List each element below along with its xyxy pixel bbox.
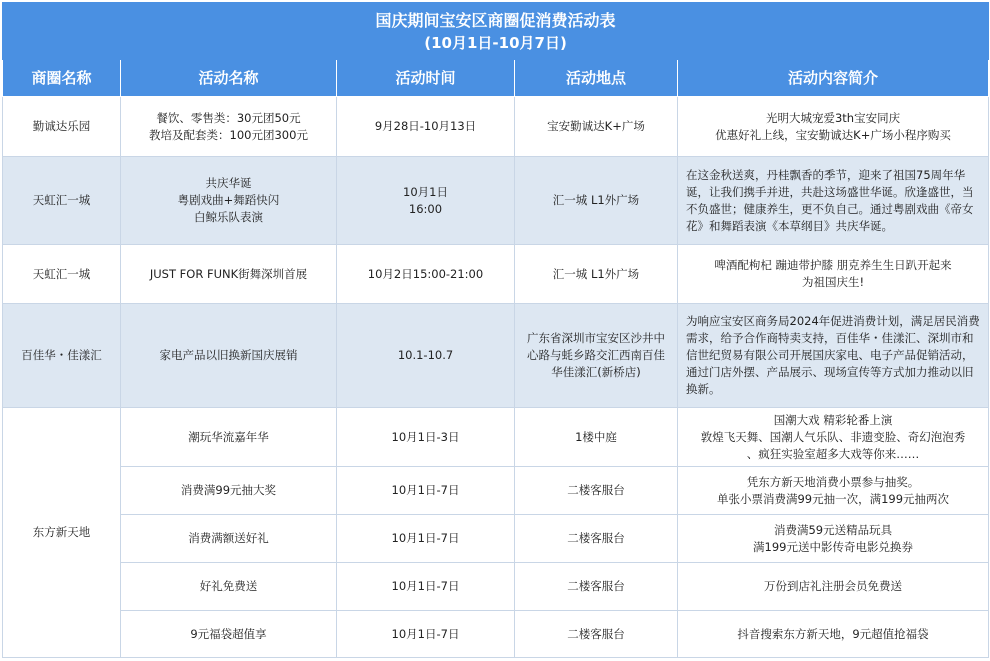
content-line: 、疯狂实验室超多大戏等你来…… — [746, 446, 920, 461]
table-row — [3, 245, 989, 304]
activity-line: 教培及配套类：100元团300元 — [149, 127, 308, 142]
table-row — [3, 97, 989, 157]
content-line: 国潮大戏 精彩轮番上演 — [773, 412, 893, 427]
time-line: 10月1日 — [403, 184, 448, 199]
content-line: 满199元送中影传奇电影兑换券 — [753, 539, 913, 554]
cell-time: 10.1-10.7 — [337, 304, 515, 408]
content-line: 敦煌飞天舞、国潮人气乐队、非遗变脸、奇幻泡泡秀 — [700, 429, 966, 444]
cell-content — [678, 408, 989, 467]
header-time: 活动时间 — [337, 60, 515, 97]
cell-activity: 消费满额送好礼 — [121, 515, 337, 563]
cell-venue: 汇一城 L1外广场 — [515, 157, 678, 245]
cell-activity: 9元福袋超值享 — [121, 611, 337, 658]
activity-table — [2, 2, 989, 658]
table-row — [3, 157, 989, 245]
content-line: 为祖国庆生! — [801, 275, 865, 289]
cell-district: 勤诚达乐园 — [3, 97, 121, 157]
cell-activity: 家电产品以旧换新国庆展销 — [121, 304, 337, 408]
cell-content — [678, 467, 989, 515]
content-line: 优惠好礼上线，宝安勤诚达K+广场小程序购买 — [715, 127, 951, 142]
cell-venue: 二楼客服台 — [515, 611, 678, 658]
cell-time — [337, 157, 515, 245]
cell-time: 10月1日-7日 — [337, 467, 515, 515]
cell-activity: 消费满99元抽大奖 — [121, 467, 337, 515]
table-row — [3, 408, 989, 467]
cell-venue: 1楼中庭 — [515, 408, 678, 467]
content-line: 单张小票消费满99元抽一次，满199元抽两次 — [716, 491, 950, 506]
cell-venue: 二楼客服台 — [515, 515, 678, 563]
time-line: 16:00 — [408, 201, 443, 216]
cell-activity: 好礼免费送 — [121, 563, 337, 611]
table-subtitle: (10月1日-10月7日) — [424, 34, 567, 52]
content-line: 凭东方新天地消费小票参与抽奖。 — [746, 474, 920, 489]
cell-activity — [121, 97, 337, 157]
activity-line: 白鲸乐队表演 — [194, 210, 263, 224]
header-venue: 活动地点 — [515, 60, 678, 97]
cell-activity: 潮玩华流嘉年华 — [121, 408, 337, 467]
cell-venue: 二楼客服台 — [515, 467, 678, 515]
content-line: 消费满59元送精品玩具 — [773, 522, 893, 537]
cell-venue: 广东省深圳市宝安区沙井中心路与蚝乡路交汇西南百佳华佳漾汇(新桥店) — [515, 304, 678, 408]
cell-district: 百佳华・佳漾汇 — [3, 304, 121, 408]
cell-district: 天虹汇一城 — [3, 157, 121, 245]
table-title-row — [3, 3, 989, 60]
table-row — [3, 515, 989, 563]
table-row — [3, 611, 989, 658]
cell-content: 万份到店礼注册会员免费送 — [678, 563, 989, 611]
cell-content — [678, 515, 989, 563]
cell-content: 为响应宝安区商务局2024年促进消费计划，满足居民消费需求，给予合作商特卖支持，百佳华・佳漾汇、深圳市和信世纪贸易有限公司开展国庆家电、电子产品促销活动，通过门店外摆、产品展示、现场宣传等方式加力推动以旧换新。 — [678, 304, 989, 408]
table-header-row — [3, 60, 989, 97]
cell-content — [678, 245, 989, 304]
cell-content: 在这金秋送爽，丹桂飘香的季节，迎来了祖国75周年华诞，让我们携手并进，共赴这场盛世华诞。欣逢盛世，当不负盛世；健康养生，更不负自己。通过粤剧戏曲《帝女花》和舞蹈表演《本草纲目》共庆华诞。 — [678, 157, 989, 245]
table-title-cell — [3, 3, 989, 60]
activity-line: 餐饮、零售类：30元团50元 — [156, 110, 301, 125]
table-row — [3, 304, 989, 408]
cell-venue: 二楼客服台 — [515, 563, 678, 611]
content-line: 光明大城宠爱3th宝安同庆 — [765, 110, 901, 125]
cell-content — [678, 97, 989, 157]
cell-time: 10月1日-7日 — [337, 515, 515, 563]
table-title: 国庆期间宝安区商圈促消费活动表 — [375, 11, 616, 30]
cell-venue: 宝安勤诚达K+广场 — [515, 97, 678, 157]
header-district: 商圈名称 — [3, 60, 121, 97]
cell-activity — [121, 157, 337, 245]
content-line: 啤酒配枸杞 蹦迪带护膝 朋克养生生日趴开起来 — [714, 258, 952, 272]
header-content: 活动内容简介 — [678, 60, 989, 97]
cell-venue: 汇一城 L1外广场 — [515, 245, 678, 304]
cell-district: 天虹汇一城 — [3, 245, 121, 304]
cell-time: 10月1日-3日 — [337, 408, 515, 467]
cell-district: 东方新天地 — [3, 408, 121, 658]
table-row — [3, 467, 989, 515]
activity-line: 共庆华诞 — [205, 176, 252, 190]
activity-line: 粤剧戏曲+舞蹈快闪 — [177, 193, 280, 207]
cell-time: 10月1日-7日 — [337, 563, 515, 611]
cell-time: 10月1日-7日 — [337, 611, 515, 658]
cell-time: 9月28日-10月13日 — [337, 97, 515, 157]
cell-activity: JUST FOR FUNK街舞深圳首展 — [121, 245, 337, 304]
cell-content: 抖音搜索东方新天地，9元超值抢福袋 — [678, 611, 989, 658]
header-activity: 活动名称 — [121, 60, 337, 97]
cell-time: 10月2日15:00-21:00 — [337, 245, 515, 304]
table-row — [3, 563, 989, 611]
